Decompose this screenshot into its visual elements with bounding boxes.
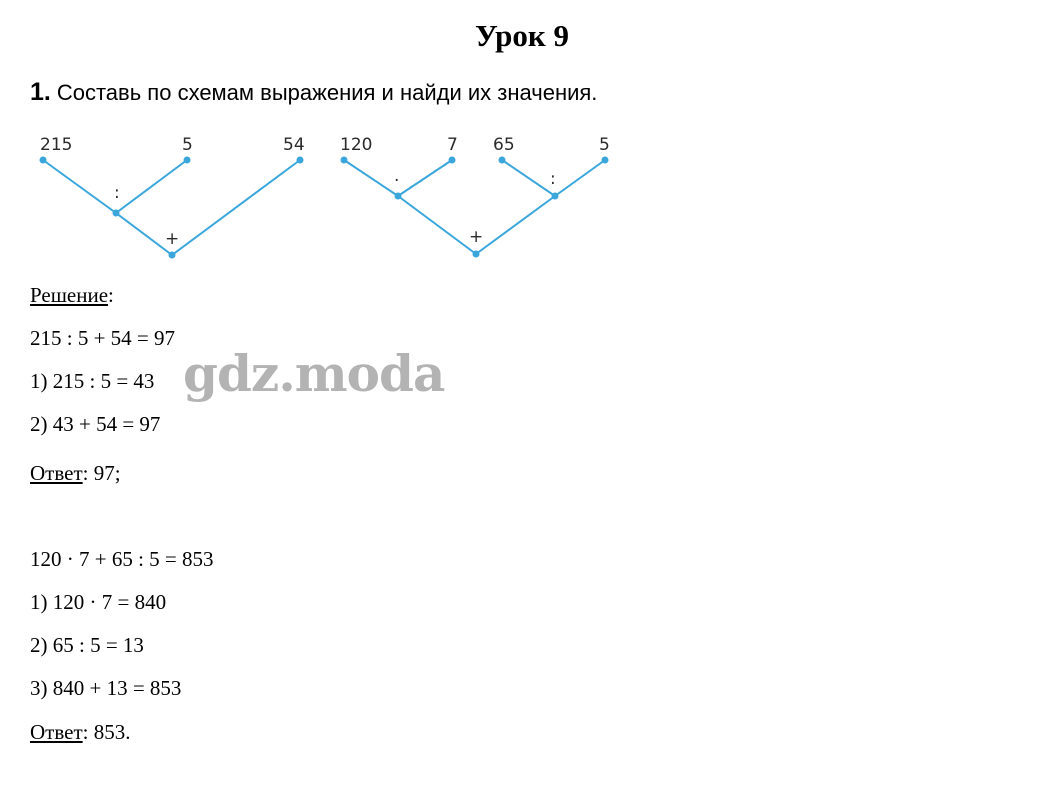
scheme-right-op-mul: ·	[394, 171, 400, 191]
task-statement	[30, 78, 597, 107]
scheme-node	[341, 157, 348, 164]
scheme-node	[395, 193, 402, 200]
step-2-3: 3) 840 + 13 = 853	[30, 676, 182, 700]
answer-2-label: Ответ	[30, 720, 83, 744]
scheme-node	[449, 157, 456, 164]
step-2-1: 1) 120 · 7 = 840	[30, 590, 167, 614]
expression-2: 120 · 7 + 65 : 5 = 853	[30, 547, 214, 571]
answer-1	[30, 461, 121, 486]
scheme-node	[552, 193, 559, 200]
scheme-left-label-215: 215	[40, 135, 73, 155]
expression-1: 215 : 5 + 54 = 97	[30, 326, 176, 350]
answer-1-value: : 97;	[82, 461, 121, 485]
scheme-node	[113, 210, 120, 217]
scheme-right-label-5: 5	[599, 135, 610, 155]
scheme-node	[184, 157, 191, 164]
scheme-left-label-54: 54	[283, 135, 305, 155]
expression-schemes	[0, 120, 640, 270]
scheme-right-label-65: 65	[493, 135, 515, 155]
scheme-node	[40, 157, 47, 164]
step-1-2: 2) 43 + 54 = 97	[30, 412, 161, 436]
answer-2-value: : 853.	[82, 720, 131, 744]
answer-1-label: Ответ	[30, 461, 83, 485]
scheme-node	[602, 157, 609, 164]
scheme-left-op-div: :	[114, 183, 120, 203]
solution-heading: Решение	[30, 283, 109, 307]
solution-heading-line: Решение:	[30, 283, 114, 307]
task-number: 1.	[30, 78, 51, 106]
step-2-2: 2) 65 : 5 = 13	[30, 633, 144, 657]
scheme-left-op-plus: +	[165, 229, 180, 249]
scheme-right-op-div: :	[550, 169, 556, 189]
scheme-node	[473, 251, 480, 258]
scheme-left-label-5: 5	[182, 135, 193, 155]
watermark: gdz.moda	[183, 344, 445, 403]
answer-2	[30, 720, 130, 745]
scheme-node	[499, 157, 506, 164]
scheme-right-label-120: 120	[340, 135, 373, 155]
scheme-node	[297, 157, 304, 164]
task-text: Составь по схемам выражения и найди их значения.	[56, 80, 598, 105]
scheme-right-op-plus: +	[469, 227, 484, 247]
scheme-right-label-7: 7	[447, 135, 458, 155]
step-1-1: 1) 215 : 5 = 43	[30, 369, 155, 393]
scheme-node	[169, 252, 176, 259]
page-title: Урок 9	[474, 18, 570, 53]
